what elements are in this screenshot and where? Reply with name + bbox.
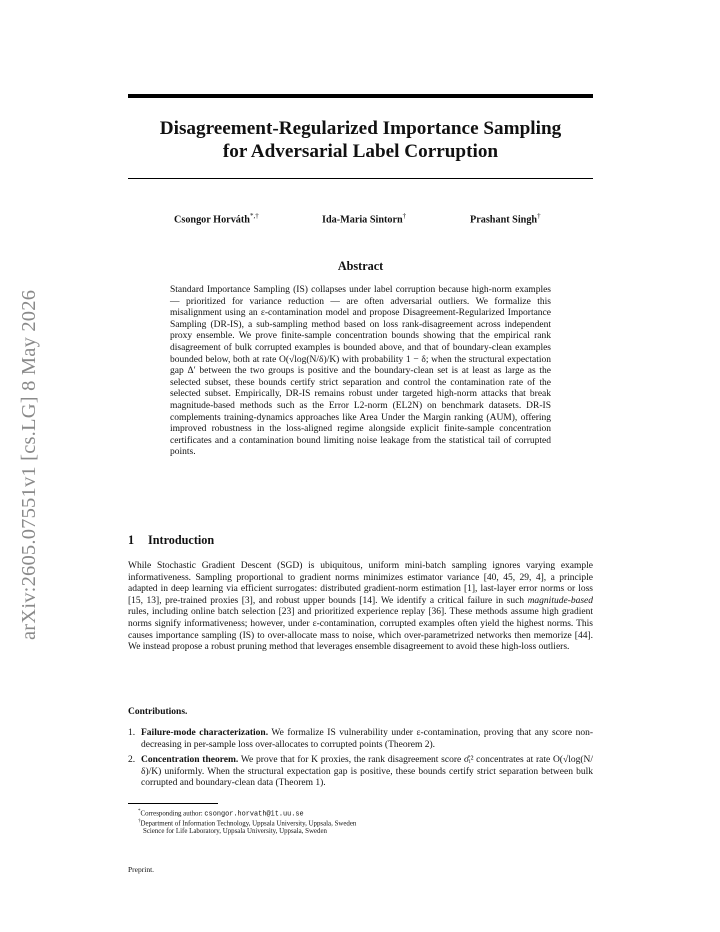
section-number: 1 (128, 533, 135, 547)
preprint-footer: Preprint. (128, 865, 155, 874)
corresponding-email: csongor.horvath@it.uu.se (204, 810, 304, 819)
intro-text-2: rules, including online batch selection [23] and prioritized experience replay [36]. These methods assume high gradient norms signify informativeness; however, under ε-contamination, corrupted examples often yield the highest norms. This causes importance sampling (IS) to over-allocate mass to noise, which over-parametrized networks then memorize [44]. We instead propose a robust pruning method that leverages ensemble disagreement to avoid these high-loss outliers. (128, 607, 593, 653)
paper-title (128, 117, 593, 163)
item-text: We formalize IS vulnerability under ε-contamination, proving that any score non-decreasing in per-sample loss over-allocates to corrupted points (Theorem 2). (141, 728, 593, 750)
abstract-body: Standard Importance Sampling (IS) collapses under label corruption because high-norm examples — prioritized for variance reduction — are often adversarial outliers. We formalize this misalignment using an ε-contamination model and propose Disagreement-Regularized Importance Sampling (DR-IS), a sub-sampling method based on loss rank-disagreement across independent proxy ensemble. We prove finite-sample concentration bounds showing that the empirical rank disagreement of bulk corrupted examples is bounded above, and that of boundary-clean examples bounded below, both at rate O(√log(N/δ)/K) with probability 1 − δ; when the structural expectation gap Δ′ between the two groups is positive and the boundary-clean set is at least as large as the selected subset, these bounds certify strict separation and control the contamination rate of the selected subset. Empirically, DR-IS remains robust under targeted high-norm attacks that break magnitude-based methods such as the Error L2-norm (EL2N) on benchmark datasets. DR-IS complements training-dynamics approaches like Area Under the Margin ranking (AUM), offering improved robustness in the loss-aligned regime alongside explicit finite-sample concentration certificates and a contamination bound limiting noise leakage from the statistical tail of corrupted points. (170, 285, 551, 458)
intro-paragraph (128, 561, 593, 654)
author-marks: † (537, 212, 541, 220)
author-name: Prashant Singh (470, 214, 538, 226)
footnote-affiliation-1: †Department of Information Technology, Uppsala University, Uppsala, Sweden (138, 819, 357, 828)
author-marks: *,† (249, 212, 259, 220)
item-lead: Failure-mode characterization. (141, 728, 269, 738)
footnote-prefix: Corresponding author: (140, 810, 205, 818)
item-text: We prove that for K proxies, the rank disagreement score σ̂ᵢ² concentrates at rate O(√log(N/δ)/K) uniformly. When the structural expectation gap is positive, these bounds certify strict separation between bulk corrupted and boundary-clean data (Theorem 1). (141, 755, 593, 789)
footnote-rule (128, 803, 218, 804)
contributions-heading: Contributions. (128, 707, 188, 717)
section-title: Introduction (148, 533, 215, 547)
item-lead: Concentration theorem. (141, 755, 239, 765)
arxiv-stamp: arXiv:2605.07551v1 [cs.LG] 8 May 2026 (18, 289, 40, 640)
intro-text-1: While Stochastic Gradient Descent (SGD) is ubiquitous, uniform mini-batch sampling ignores varying example informativeness. Sampling proportional to gradient norms minimizes estimator variance [40, 45, 29, 4], a principle adapted in deep learning via efficient surrogates: distributed gradient-norm estimation [1], last-layer error norms or loss [15, 13], pre-trained proxies [3], and robust upper bounds [14]. We identify a critical failure in such (128, 561, 593, 606)
item-number: 2. (128, 755, 136, 765)
title-line-2: for Adversarial Label Corruption (222, 141, 499, 162)
footnote-affiliation-2: Science for Life Laboratory, Uppsala University, Uppsala, Sweden (143, 828, 327, 835)
author-2 (322, 212, 406, 225)
author-name: Ida-Maria Sintorn (322, 214, 403, 226)
contribution-item (128, 728, 593, 751)
title-bottom-rule (128, 178, 593, 179)
intro-emphasis: magnitude-based (527, 595, 593, 606)
item-number: 1. (128, 728, 136, 738)
author-name: Csongor Horváth (174, 214, 250, 226)
title-top-rule (128, 94, 593, 98)
affiliation-text: Department of Information Technology, Uppsala University, Uppsala, Sweden (140, 820, 357, 828)
abstract-heading: Abstract (337, 259, 384, 273)
section-heading (128, 533, 214, 548)
author-1 (174, 212, 259, 225)
author-3 (470, 212, 541, 225)
contribution-item (128, 755, 593, 790)
author-marks: † (402, 212, 407, 220)
footnote-corresponding: *Corresponding author: csongor.horvath@it.uu.se (138, 809, 304, 819)
title-line-1: Disagreement-Regularized Importance Sampling (159, 118, 562, 139)
